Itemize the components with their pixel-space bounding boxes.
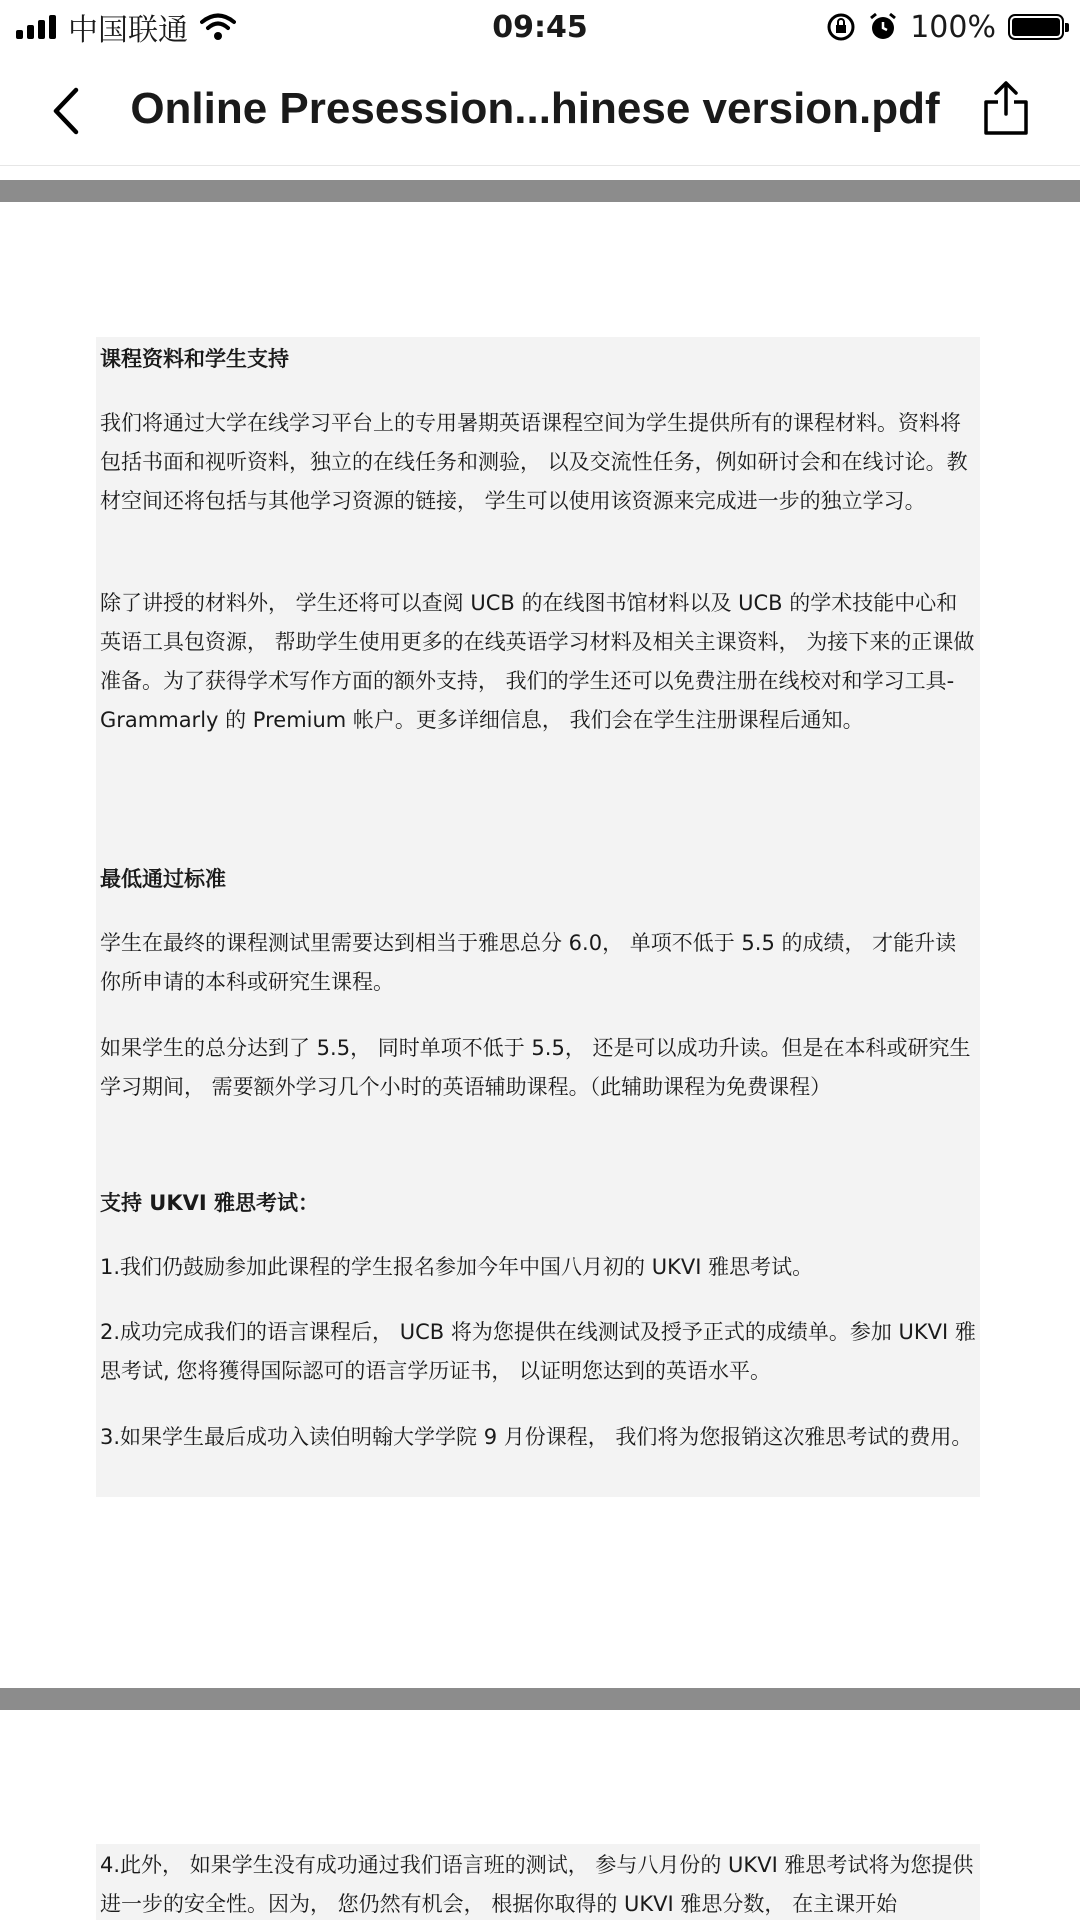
- page-divider-top: [0, 180, 1080, 202]
- list-item-ukvi-3: 3.如果学生最后成功入读伯明翰大学学院 9 月份课程， 我们将为您报销这次雅思考试的费用。: [100, 1425, 973, 1449]
- status-bar-right: [826, 10, 1064, 45]
- wifi-icon: [200, 13, 236, 41]
- paragraph-library-support: 除了讲授的材料外， 学生还将可以查阅 UCB 的在线图书馆材料以及 UCB 的学术技能中心和英语工具包资源， 帮助学生使用更多的在线英语学习材料及相关主课资料， 为接下来的正课做准备。为了获得学术写作方面的额外支持， 我们的学生还可以免费注册在线校对和学习工具-Grammarly 的 Premium 帐户。更多详细信息， 我们会在学生注册课程后通知。: [100, 591, 975, 732]
- section-heading-pass-standard: 最低通过标准: [100, 867, 226, 891]
- paragraph-course-materials: 我们将通过大学在线学习平台上的专用暑期英语课程空间为学生提供所有的课程材料。资料将包括书面和视听资料，独立的在线任务和测验， 以及交流性任务，例如研讨会和在线讨论。教材空间还将包括与其他学习资源的链接， 学生可以使用该资源来完成进一步的独立学习。: [100, 411, 968, 513]
- chevron-left-icon[interactable]: [46, 86, 86, 136]
- paragraph-pass-requirement: 学生在最终的课程测试里需要达到相当于雅思总分 6.0， 单项不低于 5.5 的成绩， 才能升读你所申请的本科或研究生课程。: [100, 931, 957, 994]
- paragraph-conditional-pass: 如果学生的总分达到了 5.5， 同时单项不低于 5.5， 还是可以成功升读。但是在本科或研究生学习期间， 需要额外学习几个小时的英语辅助课程。（此辅助课程为免费课程）: [100, 1036, 971, 1099]
- list-item-ukvi-2: 2.成功完成我们的语言课程后， UCB 将为您提供在线测试及授予正式的成绩单。参加 UKVI 雅思考试, 您将獲得国际認可的语言学历证书， 以证明您达到的英语水平。: [100, 1320, 976, 1383]
- list-item-ukvi-1: 1.我们仍鼓励参加此课程的学生报名参加今年中国八月初的 UKVI 雅思考试。: [100, 1255, 814, 1279]
- carrier-label: 中国联通: [68, 13, 188, 48]
- list-item-ukvi-4: 4.此外， 如果学生没有成功通过我们语言班的测试， 参与八月份的 UKVI 雅思考试将为您提供进一步的安全性。因为， 您仍然有机会， 根据你取得的 UKVI 雅思分数， 在主课开始: [100, 1853, 974, 1916]
- alarm-icon: [868, 12, 898, 42]
- nav-bar: [0, 54, 1080, 166]
- status-time: 09:45: [492, 9, 588, 45]
- signal-icon: [16, 15, 56, 39]
- share-icon[interactable]: [982, 80, 1030, 136]
- section-heading-course-materials: 课程资料和学生支持: [100, 347, 289, 371]
- section-heading-ukvi-support: 支持 UKVI 雅思考试：: [100, 1191, 320, 1215]
- rotation-lock-icon: [826, 12, 856, 42]
- document-title: Online Presession...hinese version.pdf: [130, 84, 940, 133]
- page1-content: [96, 337, 980, 1497]
- pdf-page-2: [0, 1710, 1080, 1920]
- status-bar-left: [16, 5, 236, 49]
- status-bar: [0, 0, 1080, 54]
- pdf-page-1: [0, 202, 1080, 1688]
- page-divider-middle: [0, 1688, 1080, 1710]
- battery-icon: [1008, 14, 1064, 40]
- page2-content: [96, 1844, 980, 1920]
- battery-percent: 100%: [910, 9, 996, 45]
